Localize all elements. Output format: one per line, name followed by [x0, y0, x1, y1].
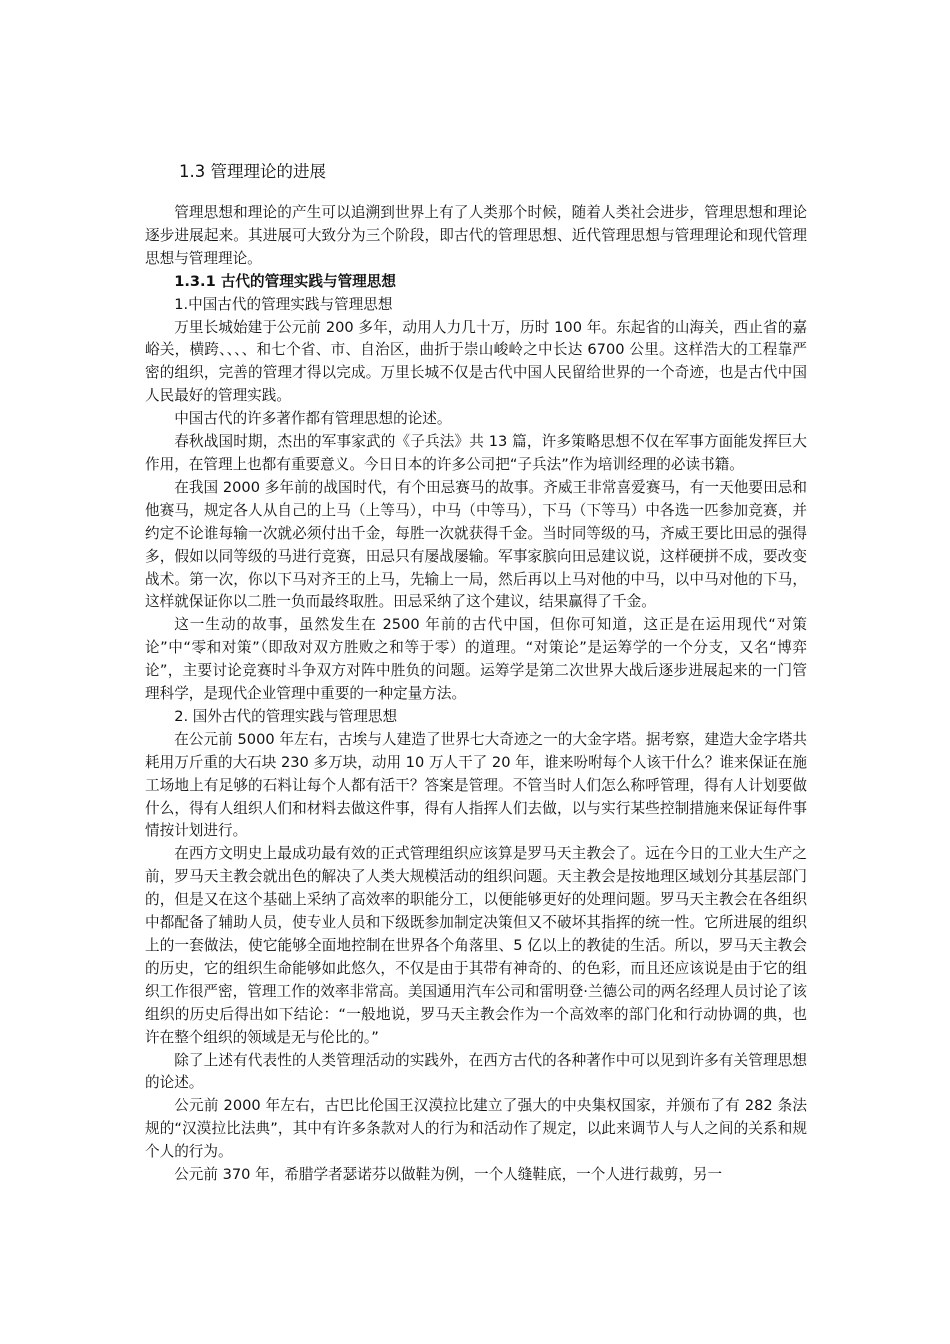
- document-body: [145, 160, 807, 1187]
- paragraph-sunzi: 春秋战国时期，杰出的军事家武的《子兵法》共 13 篇，许多策略思想不仅在军事方面能发挥巨大作用，在管理上也都有重要意义。今日日本的许多公司把“子兵法”作为培训经理的必读书籍。: [145, 433, 807, 473]
- paragraph-game-theory: 这一生动的故事，虽然发生在 2500 年前的古代中国，但你可知道，这正是在运用现代“对策论”中“零和对策”（即敌对双方胜败之和等于零）的道理。“对策论”是运筹学的一个分支，又名“博弈论”，主要讨论竞赛时斗争双方对阵中胜负的问题。运筹学是第二次世界大战后逐步进展起来的一门管理科学，是现代企业管理中重要的一种定量方法。: [145, 616, 807, 703]
- intro-paragraph: 管理思想和理论的产生可以追溯到世界上有了人类那个时候，随着人类社会进步，管理思想和理论逐步进展起来。其进展可大致分为三个阶段，即古代的管理思想、近代管理思想与管理理论和现代管理思想与管理理论。: [145, 204, 807, 267]
- paragraph-xenophon: 公元前 370 年，希腊学者瑟诺芬以做鞋为例，一个人缝鞋底，一个人进行裁剪，另一: [174, 1166, 723, 1184]
- subsection-title: 1.3.1 古代的管理实践与管理思想: [174, 272, 396, 290]
- paragraph-tianji: 在我国 2000 多年前的战国时代，有个田忌赛马的故事。齐威王非常喜爱赛马，有一天他要田忌和他赛马，规定各人从自己的上马（上等马），中马（中等马），下马（下等马）中各选一匹参加竞赛，并约定不论谁每输一次就必须付出千金，每胜一次就获得千金。当时同等级的马，齐威王要比田忌的强得多，假如以同等级的马进行竞赛，田忌只有屡战屡输。军事家膑向田忌建议说，这样硬拼不成，要改变战术。第一次，你以下马对齐王的上马，先输上一局，然后再以上马对他的中马，以中马对他的下马，这样就保证你以二胜一负而最终取胜。田忌采纳了这个建议，结果赢得了千金。: [145, 478, 807, 611]
- paragraph-hammurabi: 公元前 2000 年左右，古巴比伦国王汉漠拉比建立了强大的中央集权国家，并颁布了有 282 条法规的“汉漠拉比法典”，其中有许多条款对人的行为和活动作了规定，以此来调节人与人之间的关系和规个人的行为。: [145, 1097, 807, 1161]
- part1-title: 1.中国古代的管理实践与管理思想: [174, 295, 393, 313]
- paragraph-works: 中国古代的许多著作都有管理思想的论述。: [174, 410, 452, 428]
- paragraph-great-wall: 万里长城始建于公元前 200 多年，动用人力几十万，历时 100 年。东起省的山海关，西止省的嘉峪关，横跨、、、、和七个省、市、自治区，曲折于崇山峻岭之中长达 6700 公里。这样浩大的工程靠严密的组织，完善的管理才得以完成。万里长城不仅是古代中国人民留给世界的一个奇迹，也是古代中国人民最好的管理实践。: [145, 318, 807, 405]
- part2-title: 2. 国外古代的管理实践与管理思想: [174, 707, 398, 725]
- section-title: 1.3 管理理论的进展: [179, 162, 326, 181]
- paragraph-besides: 除了上述有代表性的人类管理活动的实践外，在西方古代的各种著作中可以见到许多有关管理思想的论述。: [145, 1051, 807, 1092]
- paragraph-pyramid: 在公元前 5000 年左右，古埃与人建造了世界七大奇迹之一的大金字塔。据考察，建造大金字塔共耗用万斤重的大石块 230 多万块，动用 10 万人干了 20 年，谁来吩咐每个人该干什么？谁来保证在施工场地上有足够的石料让每个人都有活干？答案是管理。不管当时人们怎么称呼管理，得有人计划要做什么，得有人组织人们和材料去做这件事，得有人指挥人们去做，以与实行某些控制措施来保证每件事情按计划进行。: [145, 730, 807, 840]
- paragraph-church: 在西方文明史上最成功最有效的正式管理组织应该算是罗马天主教会了。远在今日的工业大生产之前，罗马天主教会就出色的解决了人类大规模活动的组织问题。天主教会是按地理区域划分其基层部门的，但是又在这个基础上采纳了高效率的职能分工，以便能够更好的处理问题。罗马天主教会在各组织中都配备了辅助人员，使专业人员和下级既参加制定决策但又不破坏其指挥的统一性。它所进展的组织上的一套做法，使它能够全面地控制在世界各个角落里、5 亿以上的教徒的生活。所以，罗马天主教会的历史，它的组织生命能够如此悠久，不仅是由于其带有神奇的、的色彩，而且还应该说是由于它的组织工作很严密，管理工作的效率非常高。美国通用汽车公司和雷明登·兰德公司的两名经理人员讨论了该组织的历史后得出如下结论：“一般地说，罗马天主教会作为一个高效率的部门化和行动协调的典，也许在整个组织的领域是无与伦比的。”: [145, 845, 807, 1046]
